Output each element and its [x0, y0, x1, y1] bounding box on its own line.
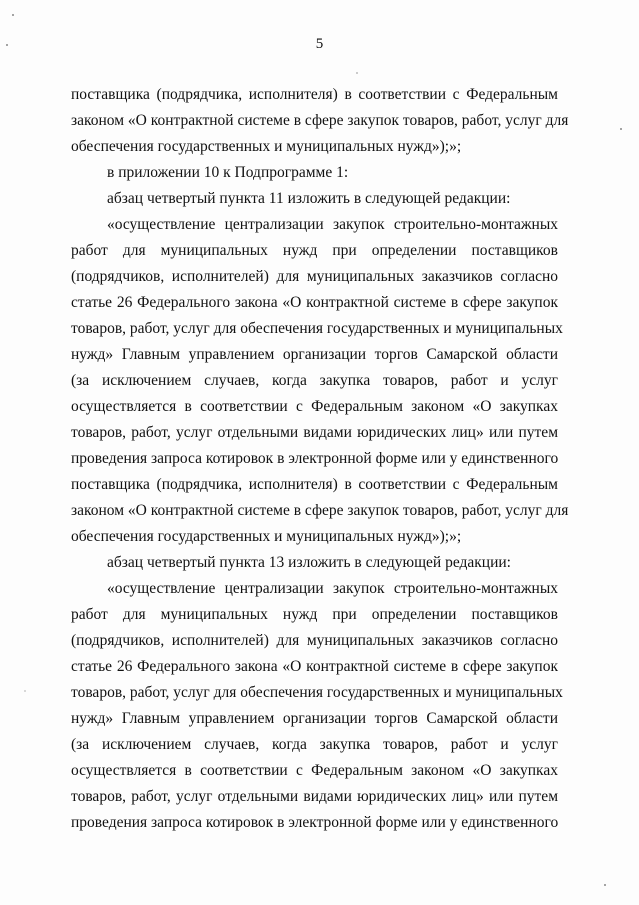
text-line: (за исключением случаев, когда закупка товаров, работ и услуг	[71, 736, 558, 753]
text-line: в приложении 10 к Подпрограмме 1:	[107, 164, 349, 181]
page-number: 5	[315, 36, 324, 52]
text-line: работ для муниципальных нужд при определении поставщиков	[71, 242, 558, 259]
scan-speck	[6, 44, 8, 46]
text-line: нужд» Главным управлением организации торгов Самарской области	[71, 710, 558, 727]
text-line: проведения запроса котировок в электронной форме или у единственного	[71, 450, 559, 467]
text-line: товаров, работ, услуг отдельными видами юридических лиц» или путем	[71, 424, 558, 441]
text-line: осуществляется в соответствии с Федеральным законом «О закупках	[71, 398, 558, 415]
text-line: товаров, работ, услуг для обеспечения государственных и муниципальных	[71, 684, 563, 701]
text-line: товаров, работ, услуг отдельными видами юридических лиц» или путем	[71, 788, 558, 805]
text-line: «осуществление централизации закупок строительно-монтажных	[107, 216, 558, 233]
scan-speck	[620, 128, 622, 130]
text-line: поставщика (подрядчика, исполнителя) в соответствии с Федеральным	[71, 476, 558, 493]
text-line: статье 26 Федерального закона «О контрактной системе в сфере закупок	[71, 294, 558, 311]
text-line: нужд» Главным управлением организации торгов Самарской области	[71, 346, 558, 363]
text-line: (подрядчиков, исполнителей) для муниципальных заказчиков согласно	[71, 632, 558, 649]
text-line: проведения запроса котировок в электронной форме или у единственного	[71, 814, 559, 831]
text-line: обеспечения государственных и муниципальных нужд»);»;	[71, 528, 462, 545]
scan-speck	[12, 14, 14, 16]
text-line: законом «О контрактной системе в сфере закупок товаров, работ, услуг для	[71, 112, 569, 129]
text-line: (подрядчиков, исполнителей) для муниципальных заказчиков согласно	[71, 268, 558, 285]
text-line: осуществляется в соответствии с Федеральным законом «О закупках	[71, 762, 558, 779]
scan-speck	[24, 690, 26, 692]
scan-speck	[356, 72, 358, 74]
scan-speck	[604, 884, 606, 886]
text-line: работ для муниципальных нужд при определении поставщиков	[71, 606, 558, 623]
text-line: поставщика (подрядчика, исполнителя) в соответствии с Федеральным	[71, 86, 558, 103]
text-line: обеспечения государственных и муниципальных нужд»);»;	[71, 138, 462, 155]
text-line: законом «О контрактной системе в сфере закупок товаров, работ, услуг для	[71, 502, 569, 519]
text-line: абзац четвертый пункта 13 изложить в следующей редакции:	[107, 554, 511, 571]
text-line: (за исключением случаев, когда закупка товаров, работ и услуг	[71, 372, 558, 389]
text-line: «осуществление централизации закупок строительно-монтажных	[107, 580, 558, 597]
text-line: абзац четвертый пункта 11 изложить в следующей редакции:	[107, 190, 511, 207]
text-line: товаров, работ, услуг для обеспечения государственных и муниципальных	[71, 320, 563, 337]
text-line: статье 26 Федерального закона «О контрактной системе в сфере закупок	[71, 658, 558, 675]
